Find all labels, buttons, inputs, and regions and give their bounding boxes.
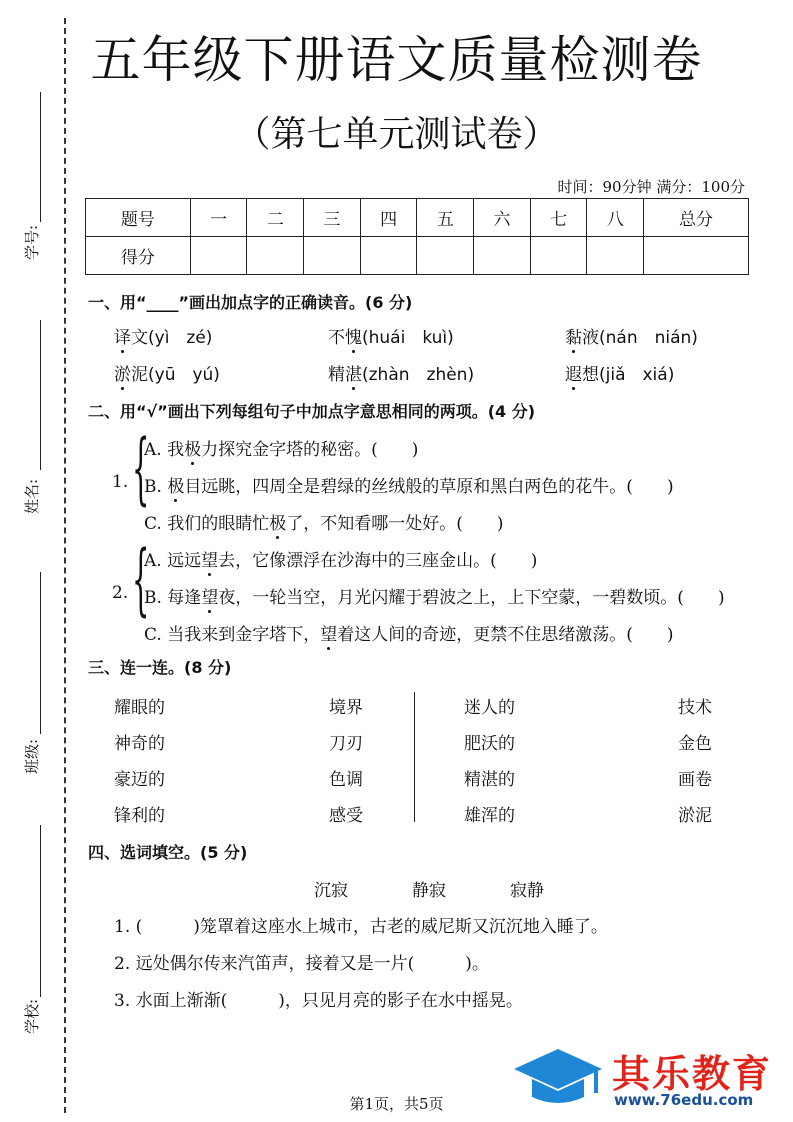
score-row-label: 得分	[86, 237, 191, 275]
fill-sentence[interactable]: 1. ( )笼罩着这座水上城市，古老的威尼斯又沉沉地入睡了。	[114, 917, 608, 937]
choice-item[interactable]	[144, 583, 725, 608]
brace-icon: {	[132, 424, 150, 514]
page-footer: 第1页，共5页	[349, 1095, 444, 1113]
section2-title: 二、用“√”画出下列每组句子中加点字意思相同的两项。(4 分)	[88, 402, 536, 421]
dotted-char: 极	[269, 514, 287, 534]
group-number: 1.	[112, 472, 129, 492]
match-word[interactable]: 雄浑的	[464, 806, 515, 826]
pinyin-item[interactable]	[565, 323, 698, 348]
fill-sentence[interactable]: 3. 水面上渐渐( )，只见月亮的影子在水中摇晃。	[114, 991, 523, 1011]
score-cell[interactable]	[530, 237, 587, 275]
word-post: 泥	[131, 365, 148, 385]
dotted-char: 湛	[345, 365, 362, 385]
score-header-cell: 题号	[86, 199, 191, 237]
choice-post: 去，它像漂浮在沙海中的三座金山。( )	[218, 551, 538, 571]
name-label: 姓名:	[23, 478, 42, 515]
column-divider	[414, 692, 415, 822]
pinyin-item[interactable]	[565, 360, 674, 385]
choice-post: 力探究金字塔的秘密。( )	[201, 440, 419, 460]
match-word[interactable]: 金色	[678, 734, 712, 754]
word-option: 沉寂	[314, 881, 348, 901]
choice-post: 目远眺，四周全是碧绿的丝绒般的草原和黑白两色的花牛。( )	[184, 477, 674, 497]
pinyin-options: (yì zé)	[148, 328, 213, 348]
pinyin-item[interactable]	[328, 360, 474, 385]
score-cell[interactable]	[190, 237, 247, 275]
choice-pre: C. 当我来到金字塔下，	[144, 625, 321, 645]
school-label: 学校:	[23, 998, 42, 1035]
match-word[interactable]: 神奇的	[114, 734, 165, 754]
choice-post: 着这人间的奇迹，更禁不住思绪激荡。( )	[337, 625, 674, 645]
match-word[interactable]: 色调	[329, 770, 363, 790]
pinyin-options: (huái kuì)	[362, 328, 454, 348]
score-cell[interactable]	[247, 237, 304, 275]
match-word[interactable]: 肥沃的	[464, 734, 515, 754]
match-word[interactable]: 感受	[329, 806, 363, 826]
match-word[interactable]: 精湛的	[464, 770, 515, 790]
dotted-char: 遐	[565, 365, 582, 385]
match-word[interactable]: 耀眼的	[114, 698, 165, 718]
dotted-char: 望	[320, 625, 338, 645]
score-header-cell: 八	[587, 199, 644, 237]
word-pre: 不	[328, 328, 345, 348]
pinyin-item[interactable]	[114, 323, 212, 348]
match-word[interactable]: 锋利的	[114, 806, 165, 826]
pinyin-options: (nán nián)	[599, 328, 698, 348]
dotted-char: 淤	[114, 365, 131, 385]
logo-url: www.76edu.com	[614, 1091, 754, 1109]
cut-line	[64, 18, 66, 1113]
score-header-cell: 四	[360, 199, 417, 237]
dotted-char: 愧	[345, 328, 362, 348]
dotted-char: 极	[167, 477, 185, 497]
match-word[interactable]: 刀刃	[329, 734, 363, 754]
dotted-char: 黏	[565, 328, 582, 348]
name-line[interactable]	[40, 320, 41, 470]
class-label: 班级:	[23, 738, 42, 775]
choice-item[interactable]	[144, 435, 418, 460]
score-cell[interactable]	[587, 237, 644, 275]
class-line[interactable]	[40, 572, 41, 734]
pinyin-options: (jiǎ xiá)	[599, 365, 675, 385]
score-header-cell: 五	[417, 199, 474, 237]
word-pre: 精	[328, 365, 345, 385]
choice-pre: C. 我们的眼睛忙	[144, 514, 270, 534]
word-option: 静寂	[412, 881, 446, 901]
choice-item[interactable]	[144, 546, 537, 571]
word-post: 想	[582, 365, 599, 385]
score-cell[interactable]	[417, 237, 474, 275]
pinyin-item[interactable]	[328, 323, 454, 348]
page-subtitle: （第七单元测试卷）	[234, 114, 559, 155]
choice-post: 了，不知看哪一处好。( )	[286, 514, 504, 534]
pinyin-options: (yū yú)	[148, 365, 220, 385]
score-header-cell: 七	[530, 199, 587, 237]
dotted-char: 望	[201, 551, 219, 571]
score-header-cell: 总分	[644, 199, 749, 237]
dotted-char: 望	[201, 588, 219, 608]
score-table-header-row	[86, 199, 749, 237]
match-word[interactable]: 豪迈的	[114, 770, 165, 790]
score-header-cell: 二	[247, 199, 304, 237]
section4-title: 四、选词填空。(5 分)	[88, 843, 248, 862]
choice-item[interactable]	[144, 509, 503, 534]
score-cell[interactable]	[360, 237, 417, 275]
brace-icon: {	[132, 535, 150, 625]
student-id-label: 学号:	[23, 224, 42, 261]
score-header-cell: 三	[304, 199, 361, 237]
dotted-char: 译	[114, 328, 131, 348]
match-word[interactable]: 画卷	[678, 770, 712, 790]
match-word[interactable]: 技术	[678, 698, 712, 718]
choice-pre: B.	[144, 477, 168, 497]
match-word[interactable]: 淤泥	[678, 806, 712, 826]
choice-item[interactable]	[144, 472, 674, 497]
pinyin-item[interactable]	[114, 360, 220, 385]
word-post: 液	[582, 328, 599, 348]
match-word[interactable]: 迷人的	[464, 698, 515, 718]
match-word[interactable]: 境界	[329, 698, 363, 718]
choice-pre: A. 远远	[144, 551, 202, 571]
group-number: 2.	[112, 583, 129, 603]
pinyin-options: (zhàn zhèn)	[362, 365, 475, 385]
fill-sentence[interactable]: 2. 远处偶尔传来汽笛声，接着又是一片( )。	[114, 954, 489, 974]
page-title: 五年级下册语文质量检测卷	[90, 31, 703, 89]
word-post: 文	[131, 328, 148, 348]
exam-meta: 时间：90分钟 满分：100分	[557, 178, 745, 196]
choice-item[interactable]	[144, 620, 673, 645]
score-table-score-row	[86, 237, 749, 275]
word-option: 寂静	[510, 881, 544, 901]
score-header-cell: 六	[474, 199, 531, 237]
choice-pre: B. 每逢	[144, 588, 202, 608]
score-header-cell: 一	[190, 199, 247, 237]
choice-post: 夜，一轮当空，月光闪耀于碧波之上，上下空蒙，一碧数顷。( )	[218, 588, 725, 608]
section1-title: 一、用“____”画出加点字的正确读音。(6 分)	[88, 293, 413, 312]
choice-pre: A. 我	[144, 440, 185, 460]
binding-strip	[0, 0, 70, 1122]
section3-title: 三、连一连。(8 分)	[88, 658, 232, 677]
school-line[interactable]	[40, 825, 41, 997]
score-table	[85, 198, 749, 275]
score-cell[interactable]	[474, 237, 531, 275]
dotted-char: 极	[184, 440, 202, 460]
logo-text: 其乐教育	[612, 1052, 773, 1096]
score-cell[interactable]	[644, 237, 749, 275]
score-cell[interactable]	[304, 237, 361, 275]
